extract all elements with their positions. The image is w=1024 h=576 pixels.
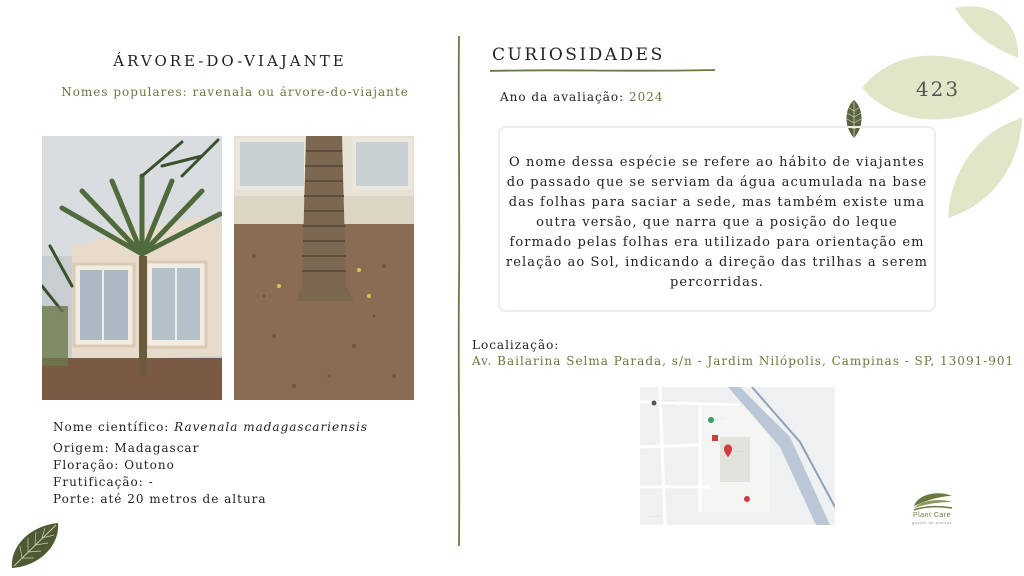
brand-name: Plant Care	[912, 512, 952, 519]
page-title: ÁRVORE-DO-VIAJANTE	[113, 52, 347, 70]
evaluation-year-value: 2024	[628, 90, 664, 104]
ravenala-tree-photo	[42, 136, 222, 400]
column-divider	[455, 36, 463, 546]
corner-leaf-icon	[8, 520, 62, 570]
flowering: Floração: Outono	[53, 458, 175, 472]
fruiting: Frutificação: -	[53, 475, 154, 489]
evaluation-year	[500, 90, 664, 104]
svg-text:. . . . .: . . . . .	[650, 513, 661, 518]
ravenala-trunk-photo	[234, 136, 414, 400]
scientific-name	[53, 419, 368, 436]
scientific-name-label: Nome científico:	[53, 420, 170, 434]
evaluation-year-label: Ano da avaliação:	[500, 90, 625, 104]
curiosity-text: O nome dessa espécie se refere ao hábito de viajantes do passado que se serviam da água acumulada na base das folhas para saciar a sede, mas também existe uma outra versão, que narra que a posição do leque formado pelas folhas era utilizado para orientação em relação ao Sol, indicando a direção das trilhas a serem percorridas.	[505, 155, 929, 290]
heading-underline	[490, 68, 715, 73]
popular-names: Nomes populares: ravenala ou árvore-do-viajante	[61, 85, 409, 99]
curiosity-card	[498, 126, 936, 312]
location-map[interactable]	[640, 387, 835, 525]
brand-tagline: gestão de plantas	[911, 520, 953, 525]
origin: Origem: Madagascar	[53, 441, 200, 455]
svg-text:. . . . .: . . . . .	[734, 448, 745, 453]
page-number: 423	[915, 77, 961, 101]
location-label: Localização:	[472, 338, 560, 352]
scientific-name-value: Ravenala madagascariensis	[174, 420, 369, 434]
tree-size: Porte: até 20 metros de altura	[53, 492, 267, 506]
svg-text:. . . . .: . . . . .	[715, 415, 726, 420]
svg-text:. . . . . . . .: . . . . . . . .	[658, 397, 675, 402]
curiosities-heading: CURIOSIDADES	[492, 45, 665, 65]
location-address: Av. Bailarina Selma Parada, s/n - Jardim Nilópolis, Campinas - SP, 13091-901	[472, 354, 1015, 368]
